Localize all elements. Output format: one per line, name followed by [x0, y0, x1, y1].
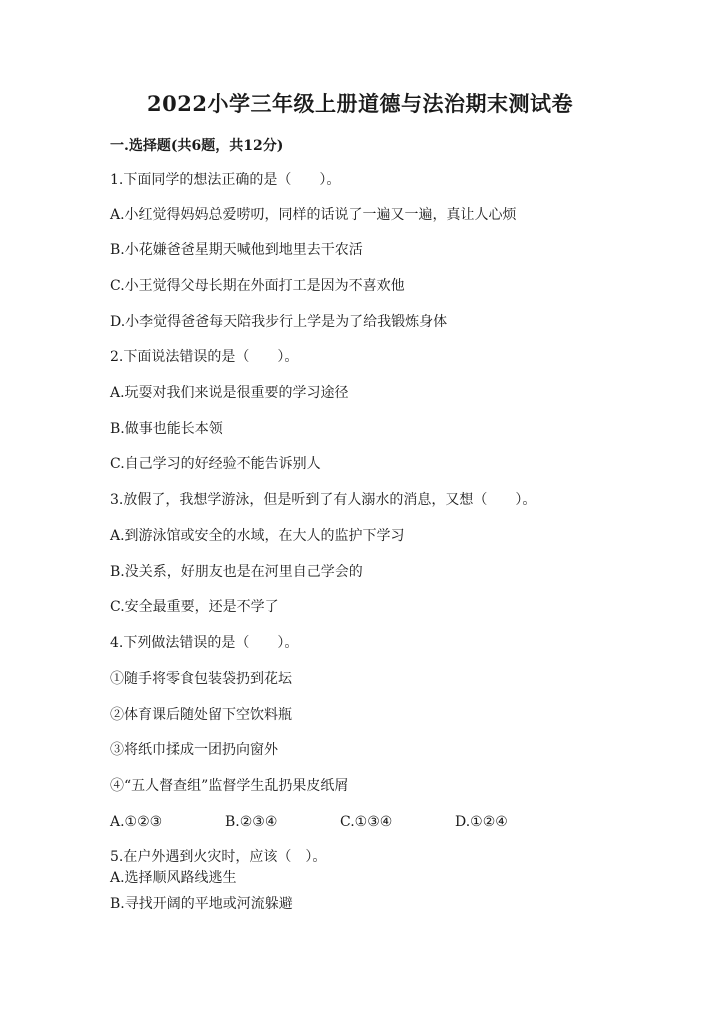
question-5-option-b: B.寻找开阔的平地或河流躲避: [110, 896, 293, 912]
question-4-statement-3: ③将纸巾揉成一团扔向窗外: [110, 742, 278, 758]
question-5-option-a: A.选择顺风路线逃生: [110, 870, 237, 886]
question-4-statement-1: ①随手将零食包装袋扔到花坛: [110, 671, 292, 687]
section-heading: 一.选择题(共6题，共12分): [110, 138, 284, 154]
question-1-option-b: B.小花嫌爸爸星期天喊他到地里去干农活: [110, 242, 363, 258]
question-2-option-c: C.自己学习的好经验不能告诉别人: [110, 456, 321, 472]
question-2-option-b: B.做事也能长本领: [110, 421, 223, 437]
question-1-option-d: D.小李觉得爸爸每天陪我步行上学是为了给我锻炼身体: [110, 314, 448, 330]
question-4-statement-2: ②体育课后随处留下空饮料瓶: [110, 707, 292, 723]
question-5-stem: 5.在户外遇到火灾时，应该（ ）。: [110, 849, 327, 865]
question-3-option-b: B.没关系，好朋友也是在河里自己学会的: [110, 564, 363, 580]
question-2-stem: 2.下面说法错误的是（ ）。: [110, 349, 299, 365]
question-4-option-a: A.①②③: [110, 814, 163, 830]
question-3-stem: 3.放假了，我想学游泳，但是听到了有人溺水的消息，又想（ ）。: [110, 492, 537, 508]
question-1-option-c: C.小王觉得父母长期在外面打工是因为不喜欢他: [110, 278, 405, 294]
question-4-statement-4: ④“五人督查组”监督学生乱扔果皮纸屑: [110, 778, 349, 794]
question-4-stem: 4.下列做法错误的是（ ）。: [110, 635, 299, 651]
question-1-option-a: A.小红觉得妈妈总爱唠叨，同样的话说了一遍又一遍，真让人心烦: [110, 207, 517, 223]
question-4-option-d: D.①②④: [455, 814, 508, 830]
question-4-option-c: C.①③④: [340, 814, 393, 830]
question-2-option-a: A.玩耍对我们来说是很重要的学习途径: [110, 385, 349, 401]
question-4-option-b: B.②③④: [225, 814, 278, 830]
question-1-stem: 1.下面同学的想法正确的是（ ）。: [110, 172, 341, 188]
question-3-option-a: A.到游泳馆或安全的水域，在大人的监护下学习: [110, 528, 405, 544]
question-3-option-c: C.安全最重要，还是不学了: [110, 599, 279, 615]
exam-title: 2022小学三年级上册道德与法治期末测试卷: [147, 91, 573, 116]
